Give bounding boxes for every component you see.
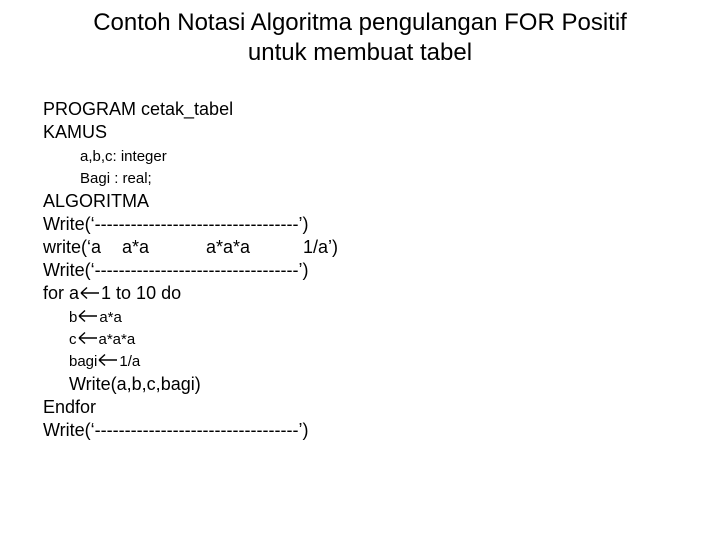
- left-arrow-icon: [78, 331, 98, 345]
- for-keyword: for a: [43, 283, 80, 303]
- kamus-line: KAMUS: [43, 122, 108, 142]
- assign-c-expr: a*a*a: [98, 331, 136, 348]
- title-line-2: untuk membuat tabel: [247, 39, 473, 66]
- assign-bagi-var: bagi: [69, 353, 98, 370]
- assign-bagi-line: [43, 351, 703, 373]
- write-header-line: [43, 236, 703, 259]
- assign-c-var: c: [69, 331, 77, 348]
- algoritma-line: ALGORITMA: [43, 191, 150, 211]
- declaration-abc: a,b,c: integer: [80, 148, 167, 165]
- for-line: [43, 282, 703, 305]
- assign-b-expr: a*a: [99, 309, 122, 326]
- header-col-aaa: a*a*a: [206, 237, 251, 257]
- for-range: 1 to 10 do: [101, 283, 182, 303]
- header-col-inv: 1/a’): [303, 237, 339, 257]
- slide-title: [0, 8, 720, 68]
- program-line: PROGRAM cetak_tabel: [43, 99, 234, 119]
- algorithm-code: [43, 98, 703, 442]
- assign-bagi-expr: 1/a: [119, 353, 141, 370]
- write-separator-1: Write(‘----------------------------------’): [43, 214, 309, 234]
- left-arrow-icon: [98, 353, 118, 367]
- assign-c-line: [43, 329, 703, 351]
- declaration-bagi: Bagi : real;: [80, 170, 152, 187]
- title-line-1: Contoh Notasi Algoritma pengulangan FOR Positif: [93, 9, 627, 36]
- assign-b-var: b: [69, 309, 78, 326]
- write-separator-2: Write(‘----------------------------------’): [43, 260, 309, 280]
- header-col-aa: a*a: [122, 237, 150, 257]
- write-separator-3: Write(‘----------------------------------’): [43, 420, 309, 440]
- left-arrow-icon: [78, 309, 98, 323]
- assign-b-line: [43, 307, 703, 329]
- write-values-line: Write(a,b,c,bagi): [69, 374, 201, 394]
- header-col-a: write(‘a: [43, 237, 102, 257]
- left-arrow-icon: [80, 286, 100, 300]
- endfor-line: Endfor: [43, 397, 97, 417]
